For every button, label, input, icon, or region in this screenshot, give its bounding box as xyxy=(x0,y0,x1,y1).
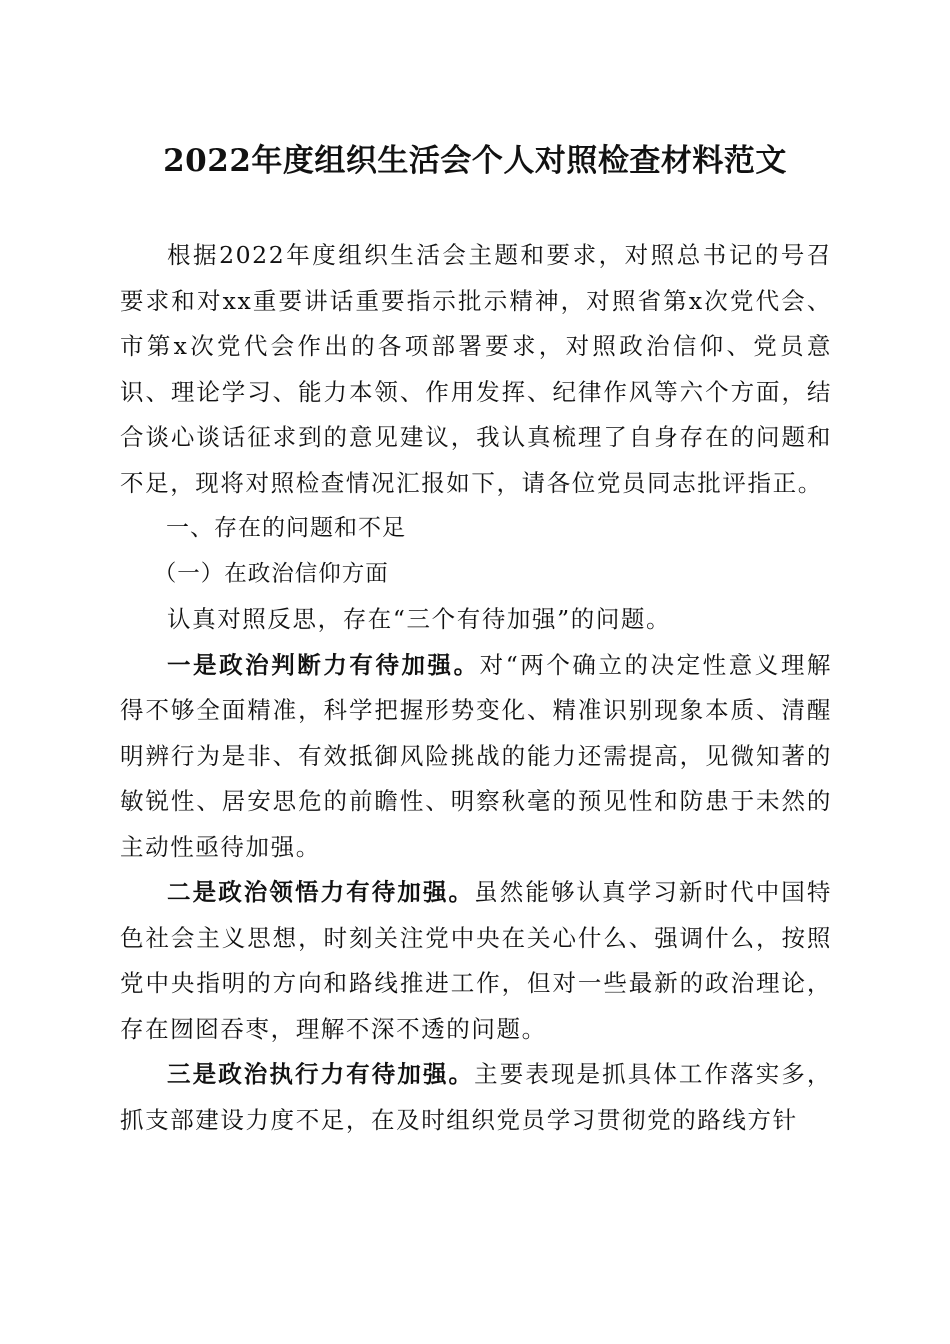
subsection-heading: （一）在政治信仰方面 xyxy=(153,560,389,587)
intro-paragraph: 根据2022年度组织生活会主题和要求，对照总书记的号召要求和对xx重要讲话重要指示批示精神，对照省第x次党代会、市第x次党代会作出的各项部署要求，对照政治信仰、党员意识、理论学习、能力本领、作用发挥、纪律作风等六个方面，结合谈心谈话征求到的意见建议，我认真梳理了自身存在的问题和不足，现将对照检查情况汇报如下，请各位党员同志批评指正。 xyxy=(120,241,832,497)
point-paragraph-3 xyxy=(120,1052,832,1143)
point-text: 虽然能够认真学习新时代中国特色社会主义思想，时刻关注党中央在关心什么、强调什么，按照党中央指明的方向和路线推进工作，但对一些最新的政治理论，存在囫囵吞枣，理解不深不透的问题。 xyxy=(120,878,832,1043)
point-lead: 三是政治执行力有待加强。 xyxy=(167,1060,475,1088)
point-text: 主要表现是抓具体工作落实多，抓支部建设力度不足，在及时组织党员学习贯彻党的路线方针 xyxy=(120,1060,832,1134)
document-body xyxy=(120,233,832,1143)
point-text: 对“两个确立的决定性意义理解得不够全面精准，科学把握形势变化、精准识别现象本质、清醒明辨行为是非、有效抵御风险挑战的能力还需提高，见微知著的敏锐性、居安思危的前瞻性、明察秋毫的预见性和防患于未然的主动性亟待加强。 xyxy=(120,650,833,861)
point-lead: 一是政治判断力有待加强。 xyxy=(167,650,480,679)
point-paragraph-1 xyxy=(120,643,832,871)
document-title: 2022年度组织生活会个人对照检查材料范文 xyxy=(163,143,787,179)
section-heading: 一、存在的问题和不足 xyxy=(166,515,406,541)
subsection-summary: 认真对照反思，存在“三个有待加强”的问题。 xyxy=(167,605,672,633)
point-lead: 二是政治领悟力有待加强。 xyxy=(167,878,475,906)
point-paragraph-2 xyxy=(120,870,832,1052)
